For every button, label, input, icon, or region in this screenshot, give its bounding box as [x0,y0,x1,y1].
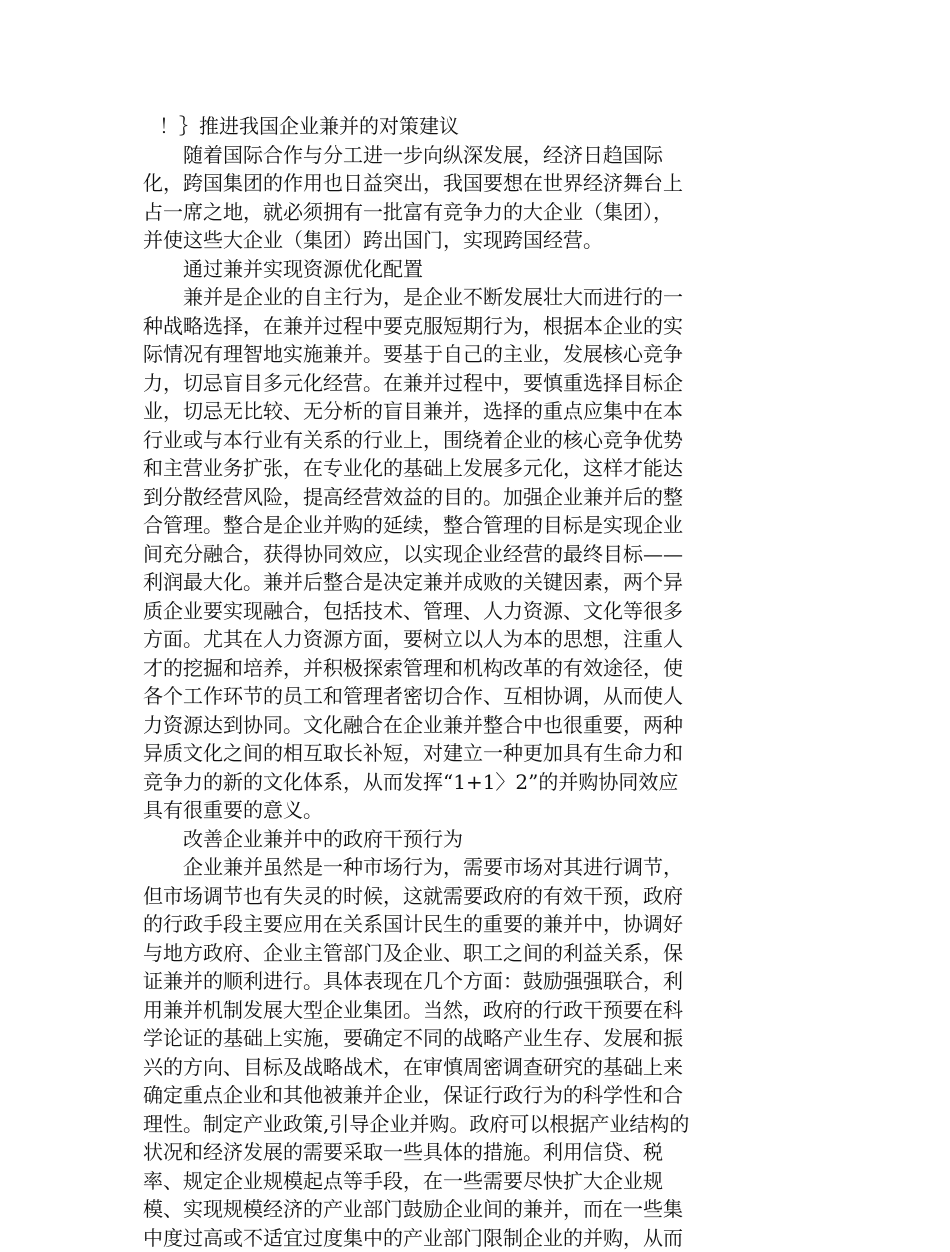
text-line: 改善企业兼并中的政府干预行为 [143,825,743,854]
text-line: 并使这些大企业（集团）跨出国门，实现跨国经营。 [143,226,743,255]
text-line: 行业或与本行业有关系的行业上，围绕着企业的核心竞争优势 [143,426,743,455]
text-line: 与地方政府、企业主管部门及企业、职工之间的利益关系，保 [143,939,743,968]
text-line: 质企业要实现融合，包括技术、管理、人力资源、文化等很多 [143,597,743,626]
text-line: 用兼并机制发展大型企业集团。当然，政府的行政干预要在科 [143,996,743,1025]
text-line: 企业兼并虽然是一种市场行为，需要市场对其进行调节， [143,853,743,882]
text-line: 具有很重要的意义。 [143,796,743,825]
text-line: 间充分融合，获得协同效应，以实现企业经营的最终目标—— [143,540,743,569]
text-line: 随着国际合作与分工进一步向纵深发展，经济日趋国际 [143,141,743,170]
text-line: 证兼并的顺利进行。具体表现在几个方面：鼓励强强联合，利 [143,967,743,996]
text-line: 力，切忌盲目多元化经营。在兼并过程中，要慎重选择目标企 [143,369,743,398]
text-line: 中度过高或不适宜过度集中的产业部门限制企业的并购，从而 [143,1224,743,1252]
text-line: 化，跨国集团的作用也日益突出，我国要想在世界经济舞台上 [143,169,743,198]
text-line: 才的挖掘和培养，并积极探索管理和机构改革的有效途径，使 [143,654,743,683]
text-line: 但市场调节也有失灵的时候，这就需要政府的有效干预，政府 [143,882,743,911]
text-line: 力资源达到协同。文化融合在企业兼并整合中也很重要，两种 [143,711,743,740]
text-line: 兼并是企业的自主行为，是企业不断发展壮大而进行的一 [143,283,743,312]
text-line: 利润最大化。兼并后整合是决定兼并成败的关键因素，两个异 [143,568,743,597]
text-line: 各个工作环节的员工和管理者密切合作、互相协调，从而使人 [143,682,743,711]
text-line: 竞争力的新的文化体系，从而发挥“1+1〉2”的并购协同效应 [143,768,743,797]
text-line: 异质文化之间的相互取长补短，对建立一种更加具有生命力和 [143,739,743,768]
text-line: 确定重点企业和其他被兼并企业，保证行政行为的科学性和合 [143,1081,743,1110]
text-line: 率、规定企业规模起点等手段，在一些需要尽快扩大企业规 [143,1167,743,1196]
text-line: 状况和经济发展的需要采取一些具体的措施。利用信贷、税 [143,1138,743,1167]
text-line: 理性。制定产业政策,引导企业并购。政府可以根据产业结构的 [143,1110,743,1139]
text-line: 方面。尤其在人力资源方面，要树立以人为本的思想，注重人 [143,625,743,654]
text-line: 学论证的基础上实施，要确定不同的战略产业生存、发展和振 [143,1024,743,1053]
document-body [143,112,743,1252]
text-line: 到分散经营风险，提高经营效益的目的。加强企业兼并后的整 [143,483,743,512]
text-line: 兴的方向、目标及战略战术，在审慎周密调查研究的基础上来 [143,1053,743,1082]
text-line: 模、实现规模经济的产业部门鼓励企业间的兼并，而在一些集 [143,1195,743,1224]
text-line: 种战略选择，在兼并过程中要克服短期行为，根据本企业的实 [143,312,743,341]
text-line: 业，切忌无比较、无分析的盲目兼并，选择的重点应集中在本 [143,397,743,426]
text-line: 的行政手段主要应用在关系国计民生的重要的兼并中，协调好 [143,910,743,939]
section-heading: ！｝推进我国企业兼并的对策建议 [143,112,743,141]
text-line: 合管理。整合是企业并购的延续，整合管理的目标是实现企业 [143,511,743,540]
text-line: 际情况有理智地实施兼并。要基于自己的主业，发展核心竞争 [143,340,743,369]
text-line: 和主营业务扩张，在专业化的基础上发展多元化，这样才能达 [143,454,743,483]
text-line: 占一席之地，就必须拥有一批富有竞争力的大企业（集团）， [143,198,743,227]
text-line: 通过兼并实现资源优化配置 [143,255,743,284]
